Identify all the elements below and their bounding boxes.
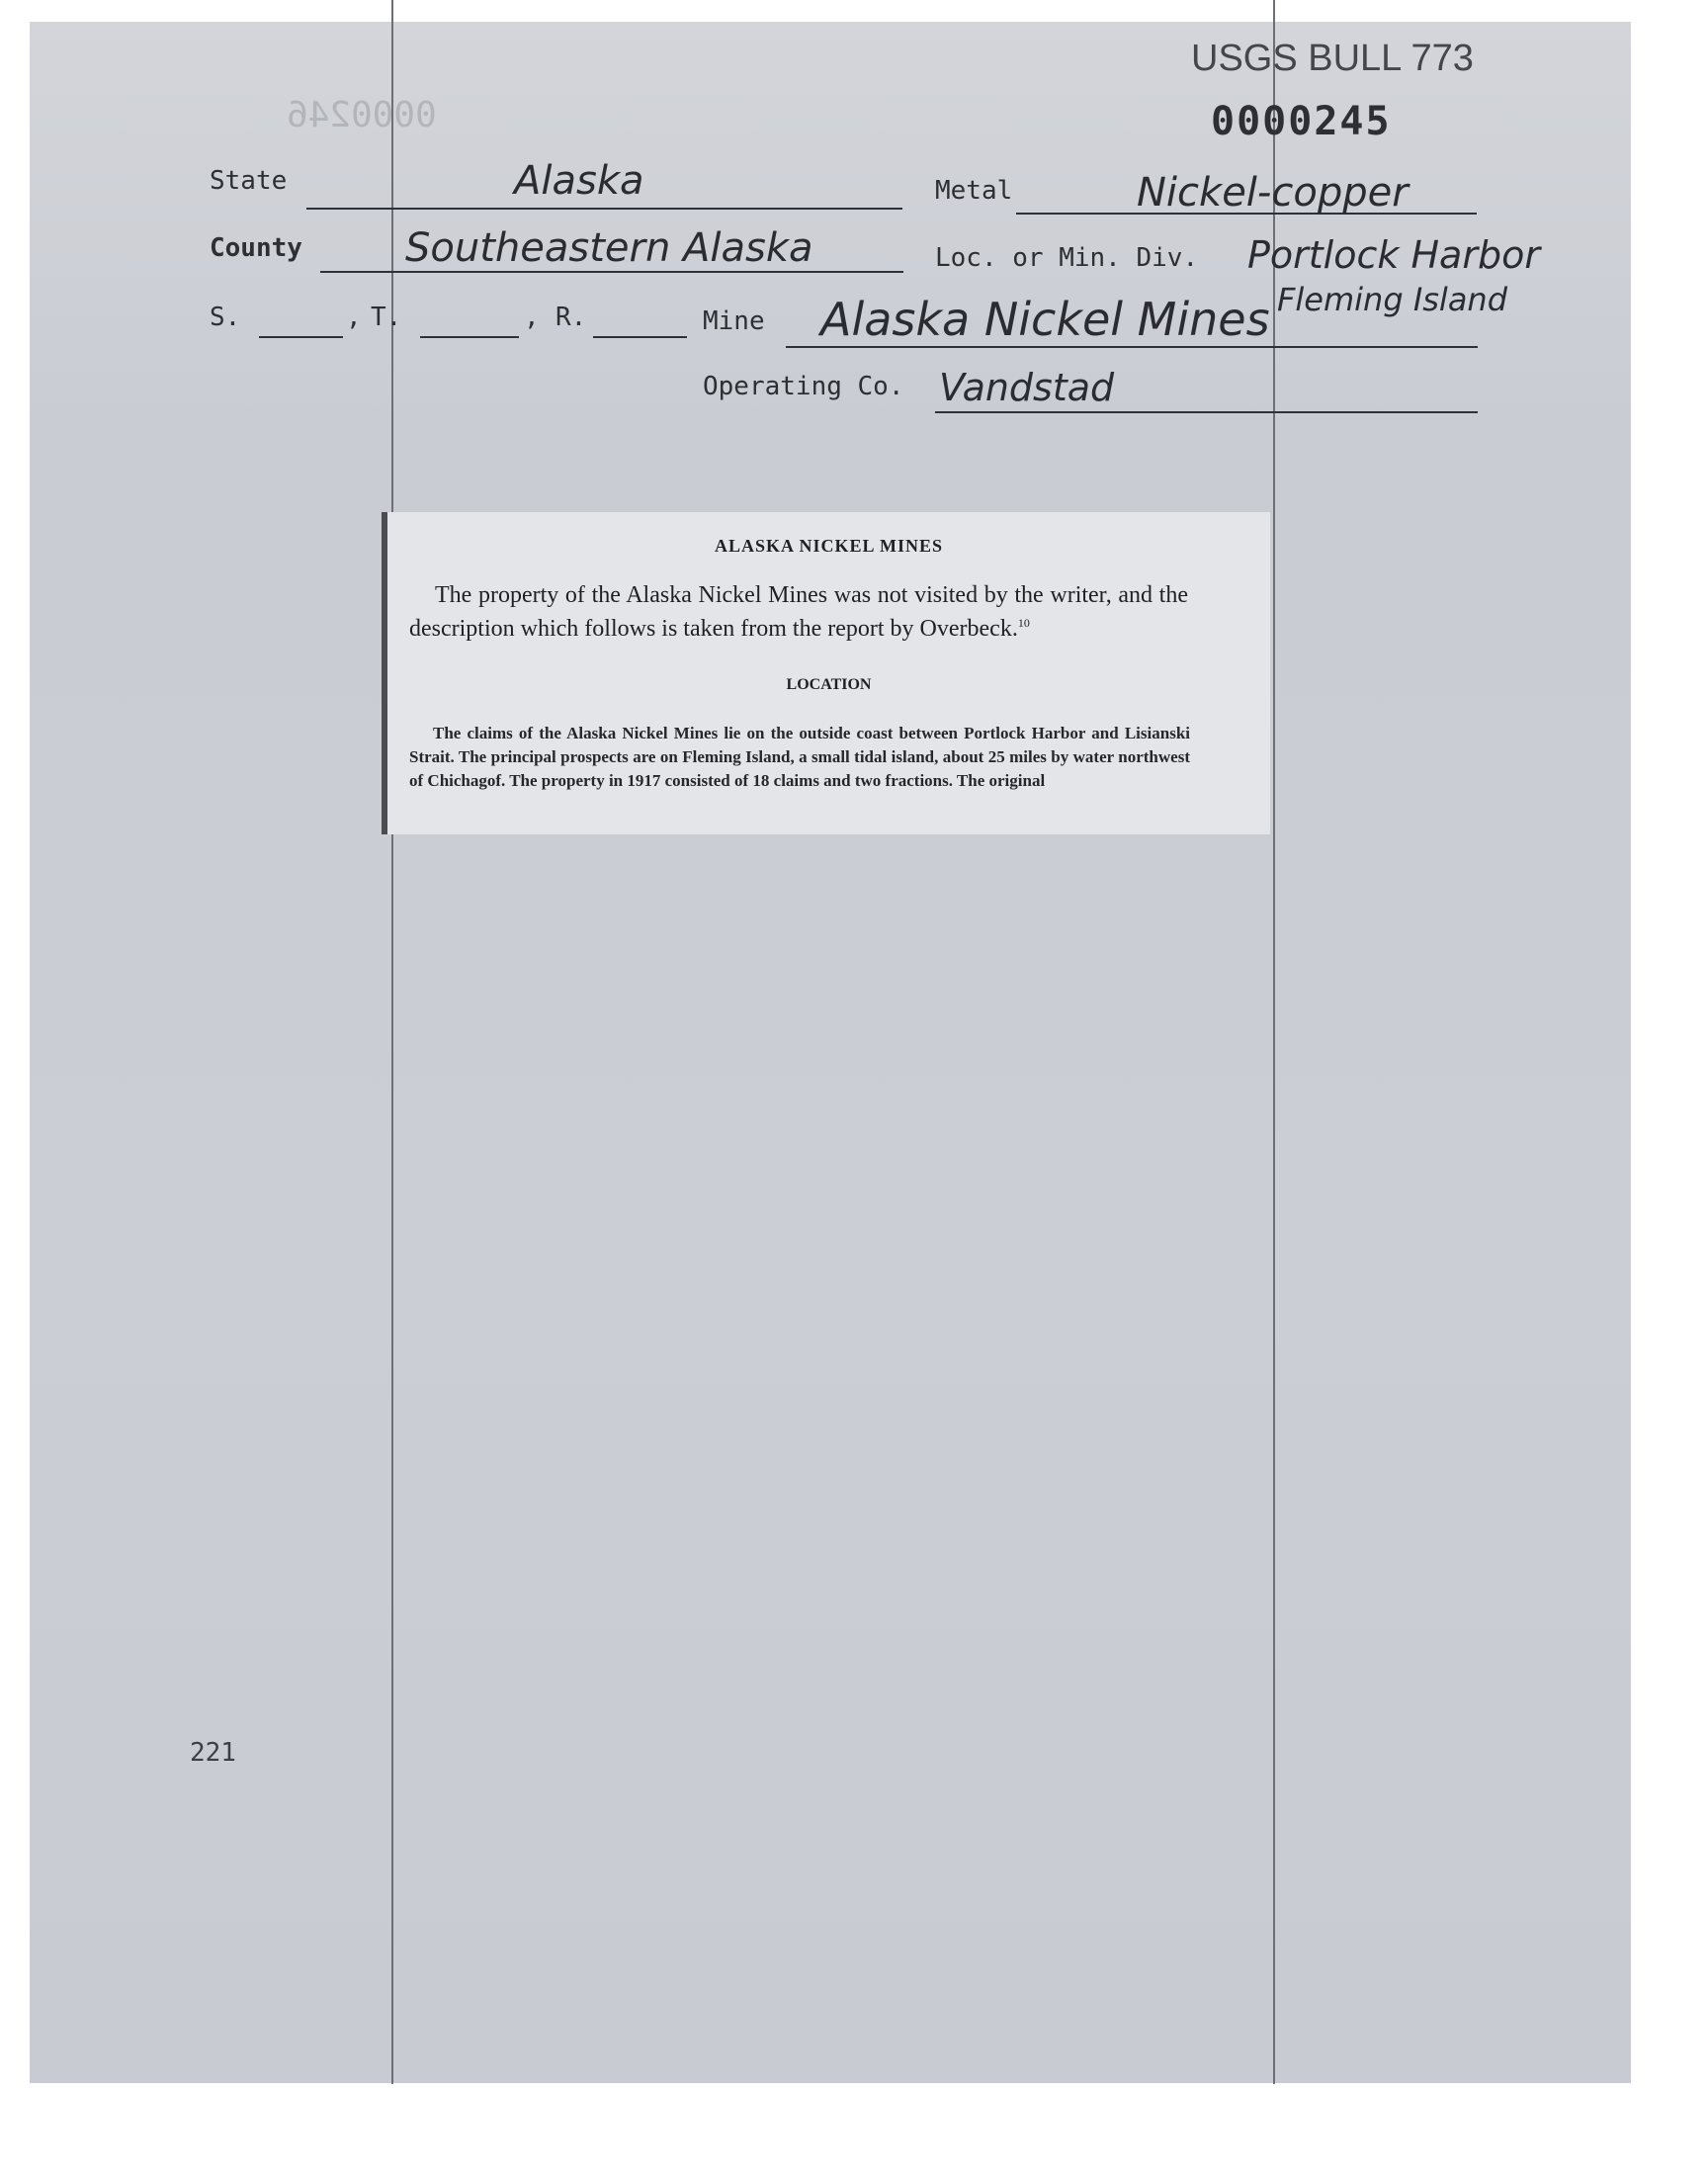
mine-label: Mine: [703, 306, 765, 336]
county-value: Southeastern Alaska: [405, 225, 813, 271]
state-value: Alaska: [514, 158, 644, 204]
comma-2: ,: [524, 303, 540, 332]
township-underline: [420, 336, 519, 338]
ghost-record-number: 0000246: [287, 95, 437, 135]
loc-value-second-line: Fleming Island: [1277, 281, 1508, 318]
operating-label: Operating Co.: [703, 372, 904, 401]
state-underline: [306, 208, 902, 210]
clipping-title: ALASKA NICKEL MINES: [714, 536, 944, 556]
range-underline: [593, 336, 687, 338]
comma-1: ,: [346, 303, 362, 332]
record-number: 0000245: [1211, 99, 1392, 144]
metal-label: Metal: [935, 176, 1013, 206]
bulletin-clipping: [382, 512, 1270, 834]
clipping-paragraph: [409, 581, 1188, 643]
mine-underline: [786, 346, 1478, 348]
county-underline: [320, 271, 903, 273]
right-margin-rule: [1273, 0, 1275, 2084]
loc-label: Loc. or Min. Div.: [935, 243, 1199, 273]
section-underline: [259, 336, 343, 338]
clipping-paragraph-text: The property of the Alaska Nickel Mines was not visited by the writer, and the description which follows is taken from the report by Overbeck.: [409, 582, 1188, 642]
operating-value: Vandstad: [939, 366, 1115, 409]
state-label: State: [210, 166, 288, 196]
operating-underline: [935, 411, 1478, 413]
metal-value: Nickel-copper: [1137, 170, 1409, 216]
usgs-stamp: USGS BULL 773: [1191, 38, 1474, 79]
clipping-location-paragraph: The claims of the Alaska Nickel Mines lie on the outside coast between Portlock Harbor and Lisianski Strait. The principal prospects are on Fleming Island, a small tidal island, about 25 miles by water northwest of Chichagof. The property in 1917 consisted of 18 claims and two fractions. The original: [409, 724, 1190, 790]
clipping-subheading: LOCATION: [786, 676, 872, 693]
mine-value: Alaska Nickel Mines: [820, 293, 1270, 346]
page-number: 221: [190, 1738, 236, 1768]
section-label: S.: [210, 303, 241, 332]
loc-value: Portlock Harbor: [1247, 233, 1540, 277]
footnote-ref: 10: [1017, 616, 1030, 630]
county-label: County: [210, 233, 302, 263]
range-label: R.: [555, 303, 587, 332]
township-label: T.: [371, 303, 402, 332]
